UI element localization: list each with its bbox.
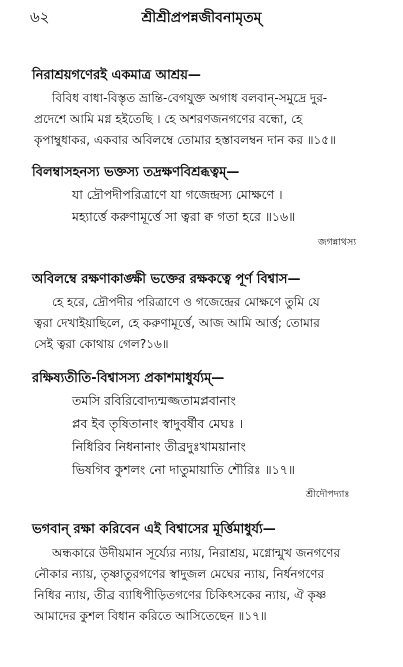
verse-line: মহ্যার্ত্তে করুণামূর্ত্তে সা ত্বরা ক্ব গতা হরে ॥১৬॥ xyxy=(72,209,296,224)
verse-line: প্লব ইব তৃষিতানাং স্বাদুবর্ষীব মেঘঃ । xyxy=(72,416,244,431)
prose-line: হে হরে, দ্রৌপদীর পরিত্রাণে ও গজেন্দ্রের মোক্ষণে তুমি যে xyxy=(52,295,320,309)
verse-line: নিধিরিব নিধনানাং তীব্রদুঃখাময়ানাং xyxy=(72,439,246,454)
prose-line: নৌকার ন্যায়, তৃষ্ণাতুরগণের স্বাদুজল মেঘের ন্যায়, নির্ধনগণের xyxy=(34,567,325,581)
section-heading: বিলম্বাসহনস্য ভক্তস্য তদ্রক্ষণবিশ্রব্ধত্বম্— xyxy=(32,165,240,180)
prose-line: নিধির ন্যায়, তীব্র ব্যাধিপীড়িতগণের চিকিৎসকের ন্যায়, ঐ কৃষ্ণ xyxy=(34,588,327,602)
page-header xyxy=(0,6,403,32)
prose-line: অন্ধকারে উদীয়মান সূর্য্যের ন্যায়, নিরাশ্রয়, মগ্নোন্মুখ জনগণের xyxy=(52,546,341,560)
verse-attribution: জগন্নাথস্য xyxy=(318,237,357,248)
section-heading: নিরাশ্রয়গণেরই একমাত্র আশ্রয়— xyxy=(32,68,201,83)
prose-line: বিবিধ বাধা-বিস্তৃত ভ্রান্তি-বেগযুক্ত অগাধ বলবান্-সমুদ্রে দুর- xyxy=(52,91,328,105)
section-heading: অবিলম্বে রক্ষণাকাঙ্ক্ষী ভক্তের রক্ষকত্বে পূর্ণ বিশ্বাস— xyxy=(32,272,301,287)
prose-line: আমাদের কুশল বিধান করিতে আসিতেছেন ॥১৭॥ xyxy=(34,609,267,623)
verse-line: তমসি রবিরিবোদ্যন্মজ্জতামপ্লবানাং xyxy=(72,393,236,408)
page-number: ৬২ xyxy=(30,8,50,26)
prose-line: সেই ত্বরা কোথায় গেল?১৬॥ xyxy=(34,337,169,351)
verse-line: যা দ্রৌপদীপরিত্রাণে যা গজেন্দ্রস্য মোক্ষণে । xyxy=(72,187,283,202)
verse-attribution: শ্রীদৌপদ্যাঃ xyxy=(306,489,350,500)
page-title: শ্রীশ্রীপ্রপন্নজীবনামৃতম্ xyxy=(141,10,262,26)
section-heading: ভগবান্ রক্ষা করিবেন এই বিশ্বাসের মূর্ত্তিমাধুর্য্য— xyxy=(32,522,276,537)
prose-line: কৃপাম্বুধাকর, একবার অবিলম্বে তোমার হস্তাবলম্বন দান কর ॥১৫॥ xyxy=(34,133,336,147)
prose-line: প্রদেশে আমি মগ্ন হইতেছি । হে অশরণজনগণের বন্ধো, হে xyxy=(34,112,303,126)
section-heading: রক্ষিষ্যতীতি-বিশ্বাসস্য প্রকাশমাধুর্য্যম্— xyxy=(32,371,225,386)
verse-line: ভিষগিব কুশলং নো দাতুমায়াতি শৌরিঃ ॥১৭॥ xyxy=(72,462,295,477)
prose-line: ত্বরা দেখাইয়াছিলে, হে করুণামূর্ত্তে, আজ আমি আর্ত্ত; তোমার xyxy=(34,316,320,330)
